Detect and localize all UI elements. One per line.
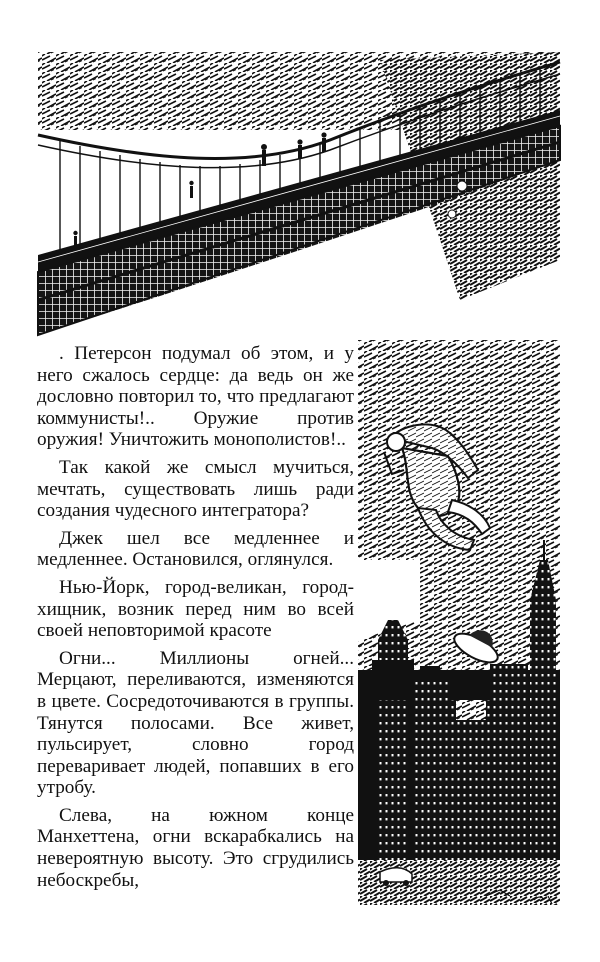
paragraph: Нью-Йорк, город-великан, город-хищник, возник перед ним во всей своей неповторимой красоте — [37, 576, 354, 642]
paragraph: Джек шел все медленнее и медленнее. Остановился, оглянулся. — [37, 527, 354, 571]
text-column — [37, 343, 354, 897]
paragraph: Слева, на южном конце Манхеттена, огни вскарабкались на невероятную высоту. Это сгрудились небоскребы, — [37, 804, 354, 891]
paragraph: . Петерсон подумал об этом, и у него сжалось сердце: да ведь он же дословно повторил то, что предлагают коммунисты!.. Оружие против оружия! Уничтожить монополистов!.. — [37, 343, 354, 451]
paragraph: Огни... Миллионы огней... Мерцают, переливаются, изменяются в цвете. Сосредоточиваются в группы. Тянутся полосами. Все живет, пульсирует, словно город переваривает людей, попавших в его утробу. — [37, 647, 354, 799]
paragraph: Так какой же смысл мучиться, мечтать, существовать лишь ради создания чудесного интегратора? — [37, 456, 354, 522]
